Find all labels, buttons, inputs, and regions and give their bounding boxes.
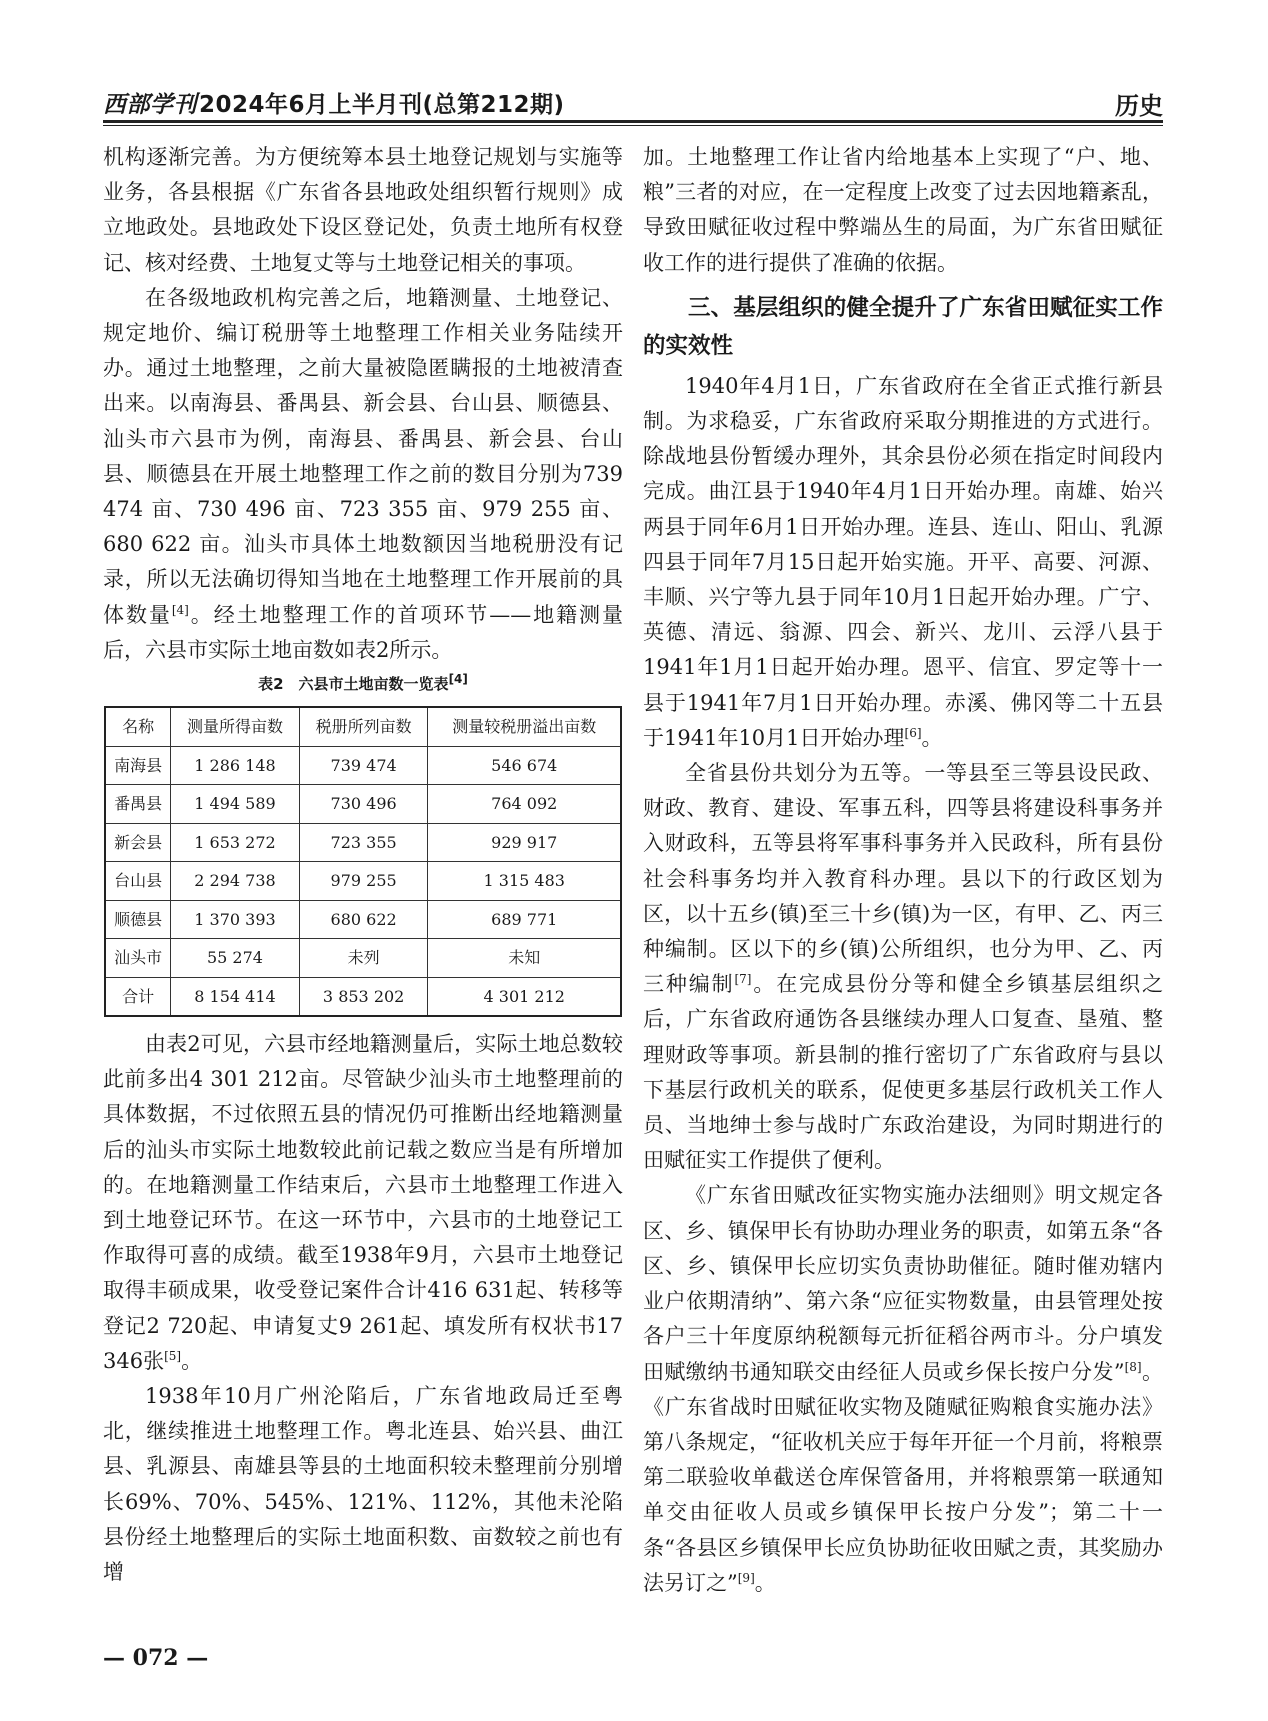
paragraph: 加。土地整理工作让省内给地基本上实现了“户、地、粮”三者的对应，在一定程度上改变了过去因地籍紊乱，导致田赋征收过程中弊端丛生的局面，为广东省田赋征收工作的进行提供了准确的依据。 <box>643 145 1163 275</box>
table-cell: 929 917 <box>428 823 621 862</box>
citation[interactable]: [6] <box>904 725 922 740</box>
table-row <box>105 823 621 862</box>
journal-logo: 西部学刊 <box>103 91 197 118</box>
table-cell: 723 355 <box>299 823 428 862</box>
citation[interactable]: [4] <box>171 602 189 617</box>
table-row <box>105 977 621 1016</box>
table-cell: 1 370 393 <box>171 900 300 939</box>
table-cell: 546 674 <box>428 746 621 785</box>
table-cell: 未列 <box>299 939 428 978</box>
paragraph: 在各级地政机构完善之后，地籍测量、土地登记、规定地价、编订税册等土地整理工作相关业务陆续开办。通过土地整理，之前大量被隐匿瞒报的土地被清查出来。以南海县、番禺县、新会县、台山县、顺德县、汕头市六县市为例，南海县、番禺县、新会县、台山县、顺德县在开展土地整理工作之前的数目分别为739 474 亩、730 496 亩、723 355 亩、979 255 亩、680 622 亩。汕头市具体土地数额因当地税册没有记录，所以无法确切得知当地在土地整理工作开展前的具体数量[4]。经土地整理工作的首项环节——地籍测量后，六县市实际土地亩数如表2所示。 <box>103 285 624 662</box>
table-cell: 1 315 483 <box>428 862 621 901</box>
citation[interactable]: [4] <box>448 672 468 687</box>
paragraph: 1940年4月1日，广东省政府在全省正式推行新县制。为求稳妥，广东省政府采取分期推进的方式进行。除战地县份暂缓办理外，其余县份必须在指定时间段内完成。曲江县于1940年4月1日开始办理。南雄、始兴两县于同年6月1日开始办理。连县、连山、阳山、乳源四县于同年7月15日起开始实施。开平、高要、河源、丰顺、兴宁等九县于同年10月1日起开始办理。广宁、英德、清远、翁源、四会、新兴、龙川、云浮八县于1941年1月1日起开始办理。恩平、信宜、罗定等十一县于1941年7月1日开始办理。赤溪、佛冈等二十五县于1941年10月1日开始办理[6]。 <box>643 373 1163 750</box>
table-cell: 3 853 202 <box>299 977 428 1016</box>
section-heading: 三、基层组织的健全提升了广东省田赋征实工作的实效性 <box>643 294 1163 359</box>
table-cell: 新会县 <box>105 823 171 862</box>
paragraph: 全省县份共划分为五等。一等县至三等县设民政、财政、教育、建设、军事五科，四等县将建设科事务并入财政科，五等县将军事科事务并入民政科，所有县份社会科事务均并入教育科办理。县以下的行政区划为区，以十五乡(镇)至三十乡(镇)为一区，有甲、乙、丙三种编制。区以下的乡(镇)公所组织，也分为甲、乙、丙三种编制[7]。在完成县份分等和健全乡镇基层组织之后，广东省政府通饬各县继续办理人口复查、垦殖、整理财政等事项。新县制的推行密切了广东省政府与县以下基层行政机关的联系，促使更多基层行政机关工作人员、当地绅士参与战时广东政治建设，为同时期进行的田赋征实工作提供了便利。 <box>643 761 1164 1173</box>
citation[interactable]: [7] <box>734 972 752 987</box>
table-cell: 台山县 <box>105 862 171 901</box>
paragraph: 由表2可见，六县市经地籍测量后，实际土地总数较此前多出4 301 212亩。尽管缺少汕头市土地整理前的具体数据，不过依照五县的情况仍可推断出经地籍测量后的汕头市实际土地数较此前记载之数应当是有所增加的。在地籍测量工作结束后，六县市土地整理工作进入到土地登记环节。在这一环节中，六县市的土地登记工作取得可喜的成绩。截至1938年9月，六县市土地登记取得丰硕成果，收受登记案件合计416 631起、转移等登记2 720起、申请复丈9 261起、填发所有权状书17 346张[5]。 <box>103 1032 623 1373</box>
table-cell: 55 274 <box>171 939 300 978</box>
table-cell: 顺德县 <box>105 900 171 939</box>
table-cell: 番禺县 <box>105 785 171 824</box>
table-cell: 689 771 <box>428 900 621 939</box>
column-header: 测量较税册溢出亩数 <box>428 707 621 746</box>
table-row <box>105 939 621 978</box>
column-header: 名称 <box>105 707 171 746</box>
right-column <box>643 140 1163 1601</box>
table-cell: 未知 <box>428 939 621 978</box>
table-caption: 表2 六县市土地亩数一览表[4] <box>258 672 468 694</box>
page-number: — 072 — <box>103 1645 209 1671</box>
paragraph: 1938年10月广州沦陷后，广东省地政局迁至粤北，继续推进土地整理工作。粤北连县、始兴县、曲江县、乳源县、南雄县等县的土地面积较未整理前分别增长69%、70%、545%、121%、112%，其他未沦陷县份经土地整理后的实际土地面积数、亩数较之前也有增 <box>103 1384 623 1585</box>
page-header <box>103 80 1163 124</box>
table-row <box>105 862 621 901</box>
table-row <box>105 785 621 824</box>
table-cell: 730 496 <box>299 785 428 824</box>
section-label: 历史 <box>1115 92 1163 120</box>
table-cell: 南海县 <box>105 746 171 785</box>
header-rule-thin <box>103 125 1163 126</box>
table-row <box>105 746 621 785</box>
citation[interactable]: [9] <box>737 1570 755 1585</box>
paragraph: 机构逐渐完善。为方便统筹本县土地登记规划与实施等业务，各县根据《广东省各县地政处组织暂行规则》成立地政处。县地政处下设区登记处，负责土地所有权登记、核对经费、土地复丈等与土地登记相关的事项。 <box>103 145 623 275</box>
table-cell: 1 494 589 <box>171 785 300 824</box>
header-rule <box>103 120 1163 123</box>
table-cell: 合计 <box>105 977 171 1016</box>
table-cell: 4 301 212 <box>428 977 621 1016</box>
issue-label: 2024年6月上半月刊(总第212期) <box>199 92 565 118</box>
table-cell: 8 154 414 <box>171 977 300 1016</box>
citation[interactable]: [8] <box>1124 1359 1142 1374</box>
left-column <box>103 140 623 1590</box>
column-header: 测量所得亩数 <box>171 707 300 746</box>
citation[interactable]: [5] <box>164 1348 182 1363</box>
table-cell: 979 255 <box>299 862 428 901</box>
table-row <box>105 900 621 939</box>
journal-issue <box>103 86 565 119</box>
table-cell: 764 092 <box>428 785 621 824</box>
table-cell: 2 294 738 <box>171 862 300 901</box>
table-cell: 739 474 <box>299 746 428 785</box>
column-header: 税册所列亩数 <box>299 707 428 746</box>
table-cell: 1 653 272 <box>171 823 300 862</box>
table-header-row <box>105 707 621 746</box>
table-cell: 1 286 148 <box>171 746 300 785</box>
land-area-table <box>104 706 622 1017</box>
table-cell: 汕头市 <box>105 939 171 978</box>
paragraph: 《广东省田赋改征实物实施办法细则》明文规定各区、乡、镇保甲长有协助办理业务的职责，如第五条“各区、乡、镇保甲长应切实负责协助催征。随时催劝辖内业户依期清纳”、第六条“应征实物数量，由县管理处按各户三十年度原纳税额每元折征稻谷两市斗。分户填发田赋缴纳书通知联交由经征人员或乡保长按户分发”[8]。《广东省战时田赋征收实物及随赋征购粮食实施办法》第八条规定，“征收机关应于每年开征一个月前，将粮票第二联验收单截送仓库保管备用，并将粮票第一联通知单交由征收人员或乡镇保甲长按户分发”；第二十一条“各县区乡镇保甲长应负协助征收田赋之责，其奖励办法另订之”[9]。 <box>643 1183 1164 1595</box>
table-cell: 680 622 <box>299 900 428 939</box>
